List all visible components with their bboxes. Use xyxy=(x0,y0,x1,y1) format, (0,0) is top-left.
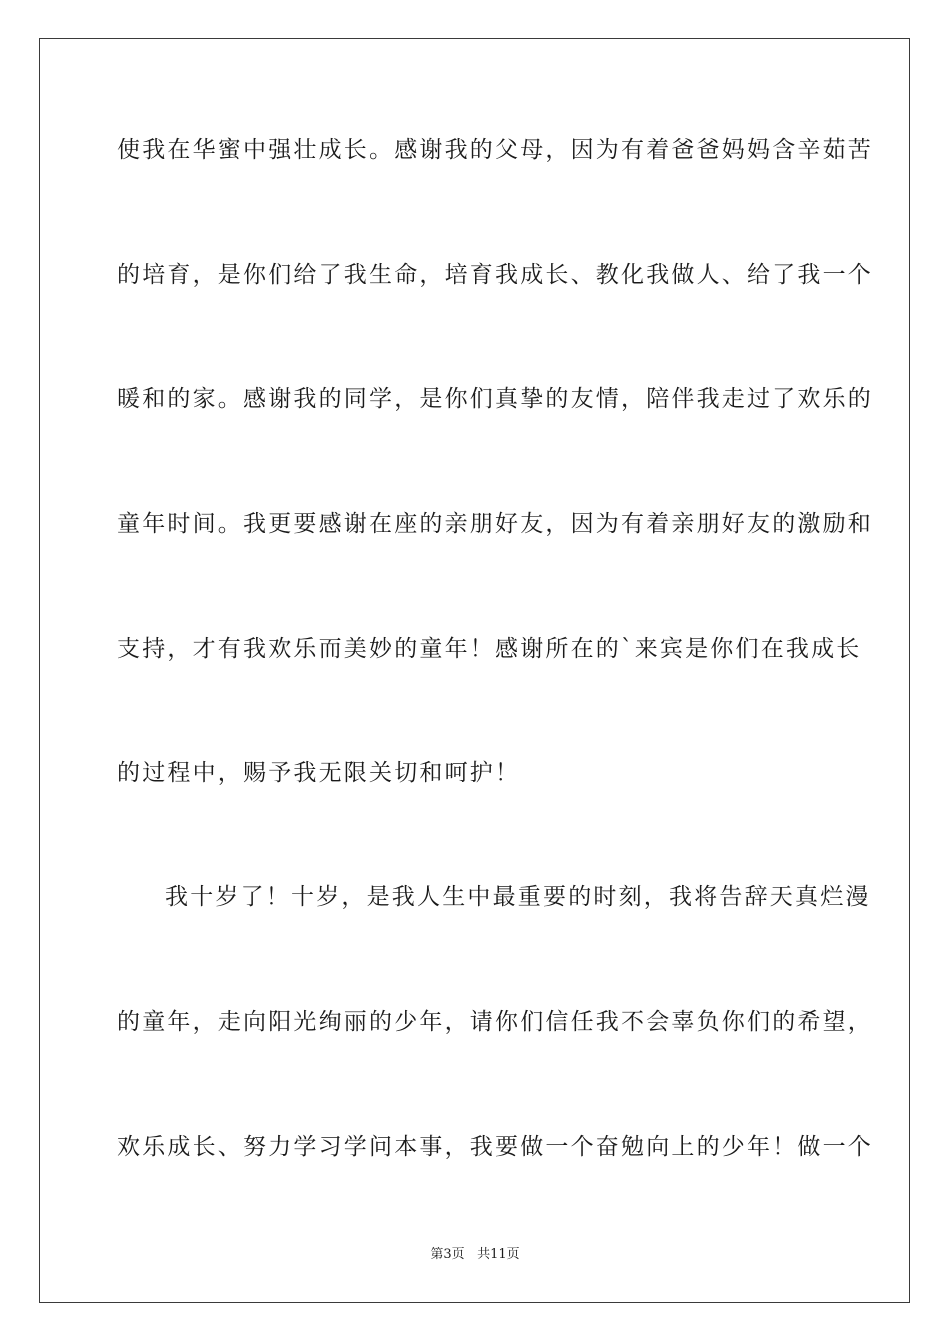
total-pages: 共11页 xyxy=(477,1247,520,1262)
text-line-3: 暖和的家。感谢我的同学，是你们真挚的友情，陪伴我走过了欢乐的 xyxy=(117,386,873,412)
text-line-2: 的培育，是你们给了我生命，培育我成长、教化我做人、给了我一个 xyxy=(117,262,873,288)
text-line-5: 支持，才有我欢乐而美妙的童年！感谢所在的`来宾是你们在我成长 xyxy=(117,636,862,662)
text-line-4: 童年时间。我更要感谢在座的亲朋好友，因为有着亲朋好友的激励和 xyxy=(117,511,873,537)
text-line-6: 的过程中，赐予我无限关切和呵护！ xyxy=(117,760,521,786)
text-line-7: 我十岁了！十岁，是我人生中最重要的时刻，我将告辞天真烂漫 xyxy=(165,884,871,910)
text-line-9: 欢乐成长、努力学习学问本事，我要做一个奋勉向上的少年！做一个 xyxy=(117,1134,873,1160)
page-number: 第3页 xyxy=(430,1247,465,1262)
page-footer xyxy=(0,1246,950,1264)
text-line-1: 使我在华蜜中强壮成长。感谢我的父母，因为有着爸爸妈妈含辛茹苦 xyxy=(117,137,873,163)
page-frame xyxy=(39,38,910,1303)
text-line-8: 的童年，走向阳光绚丽的少年，请你们信任我不会辜负你们的希望， xyxy=(117,1009,873,1035)
